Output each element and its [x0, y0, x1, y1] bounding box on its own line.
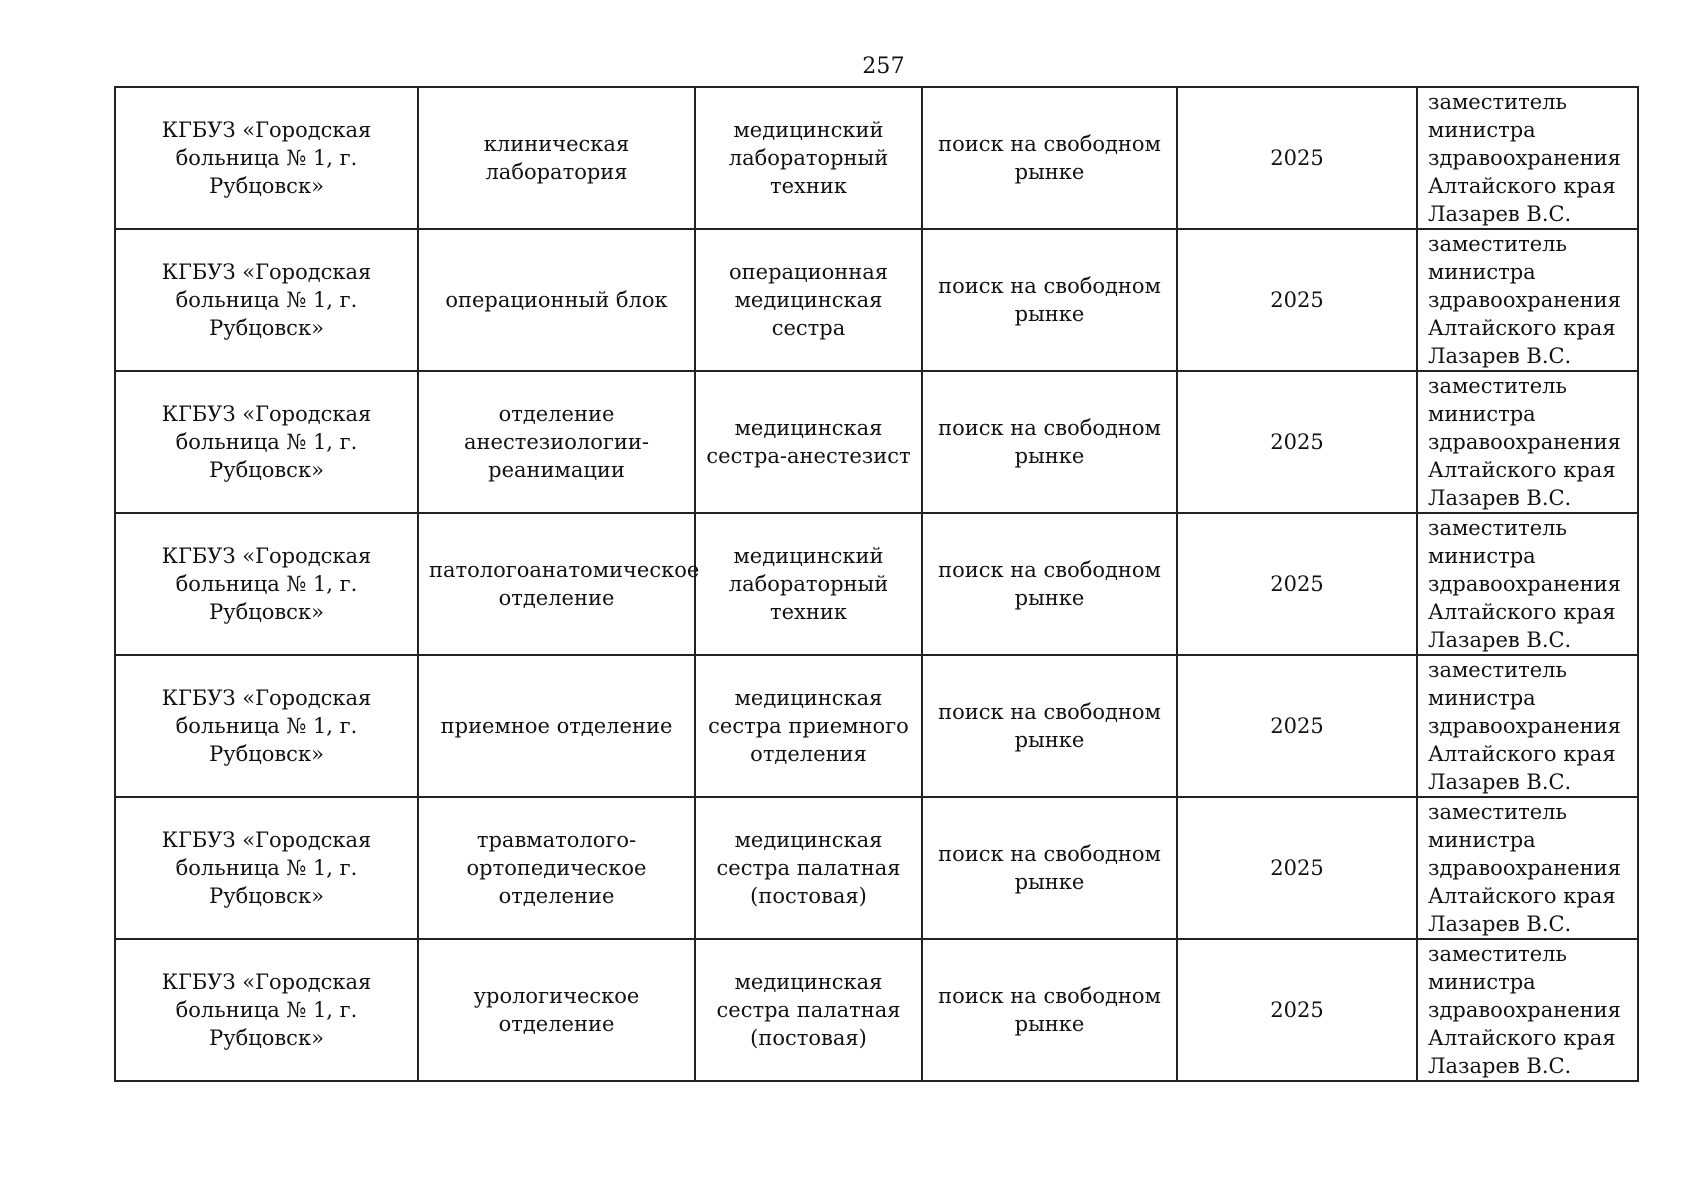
position-cell: медицинский лабораторный техник — [695, 513, 922, 655]
table-row — [115, 87, 1638, 229]
department-cell: операционный блок — [418, 229, 695, 371]
position-cell: медицинская сестра-анестезист — [695, 371, 922, 513]
responsible-cell: заместитель министра здравоохранения Алтайского края Лазарев В.С. — [1417, 87, 1638, 229]
responsible-cell: заместитель министра здравоохранения Алтайского края Лазарев В.С. — [1417, 797, 1638, 939]
responsible-cell: заместитель министра здравоохранения Алтайского края Лазарев В.С. — [1417, 513, 1638, 655]
table-row — [115, 655, 1638, 797]
department-cell: клиническая лаборатория — [418, 87, 695, 229]
table-row — [115, 939, 1638, 1081]
responsible-cell: заместитель министра здравоохранения Алтайского края Лазарев В.С. — [1417, 371, 1638, 513]
year-cell: 2025 — [1177, 513, 1417, 655]
position-cell: медицинская сестра приемного отделения — [695, 655, 922, 797]
staffing-table — [114, 86, 1639, 1082]
method-cell: поиск на свободном рынке — [922, 371, 1177, 513]
organization-cell: КГБУЗ «Городская больница № 1, г. Рубцовск» — [115, 655, 418, 797]
year-cell: 2025 — [1177, 87, 1417, 229]
year-cell: 2025 — [1177, 229, 1417, 371]
method-cell: поиск на свободном рынке — [922, 229, 1177, 371]
position-cell: операционная медицинская сестра — [695, 229, 922, 371]
table-row — [115, 229, 1638, 371]
department-cell: патологоанатомическое отделение — [418, 513, 695, 655]
organization-cell: КГБУЗ «Городская больница № 1, г. Рубцовск» — [115, 939, 418, 1081]
department-cell: отделение анестезиологии-реанимации — [418, 371, 695, 513]
year-cell: 2025 — [1177, 797, 1417, 939]
organization-cell: КГБУЗ «Городская больница № 1, г. Рубцовск» — [115, 371, 418, 513]
table-row — [115, 371, 1638, 513]
method-cell: поиск на свободном рынке — [922, 513, 1177, 655]
position-cell: медицинская сестра палатная (постовая) — [695, 797, 922, 939]
organization-cell: КГБУЗ «Городская больница № 1, г. Рубцовск» — [115, 513, 418, 655]
year-cell: 2025 — [1177, 939, 1417, 1081]
page-number: 257 — [862, 54, 905, 79]
position-cell: медицинская сестра палатная (постовая) — [695, 939, 922, 1081]
table-row — [115, 797, 1638, 939]
department-cell: приемное отделение — [418, 655, 695, 797]
year-cell: 2025 — [1177, 371, 1417, 513]
method-cell: поиск на свободном рынке — [922, 87, 1177, 229]
organization-cell: КГБУЗ «Городская больница № 1, г. Рубцовск» — [115, 229, 418, 371]
organization-cell: КГБУЗ «Городская больница № 1, г. Рубцовск» — [115, 87, 418, 229]
responsible-cell: заместитель министра здравоохранения Алтайского края Лазарев В.С. — [1417, 655, 1638, 797]
method-cell: поиск на свободном рынке — [922, 655, 1177, 797]
organization-cell: КГБУЗ «Городская больница № 1, г. Рубцовск» — [115, 797, 418, 939]
department-cell: травматолого-ортопедическое отделение — [418, 797, 695, 939]
position-cell: медицинский лабораторный техник — [695, 87, 922, 229]
method-cell: поиск на свободном рынке — [922, 797, 1177, 939]
year-cell: 2025 — [1177, 655, 1417, 797]
department-cell: урологическое отделение — [418, 939, 695, 1081]
responsible-cell: заместитель министра здравоохранения Алтайского края Лазарев В.С. — [1417, 229, 1638, 371]
responsible-cell: заместитель министра здравоохранения Алтайского края Лазарев В.С. — [1417, 939, 1638, 1081]
method-cell: поиск на свободном рынке — [922, 939, 1177, 1081]
table-row — [115, 513, 1638, 655]
